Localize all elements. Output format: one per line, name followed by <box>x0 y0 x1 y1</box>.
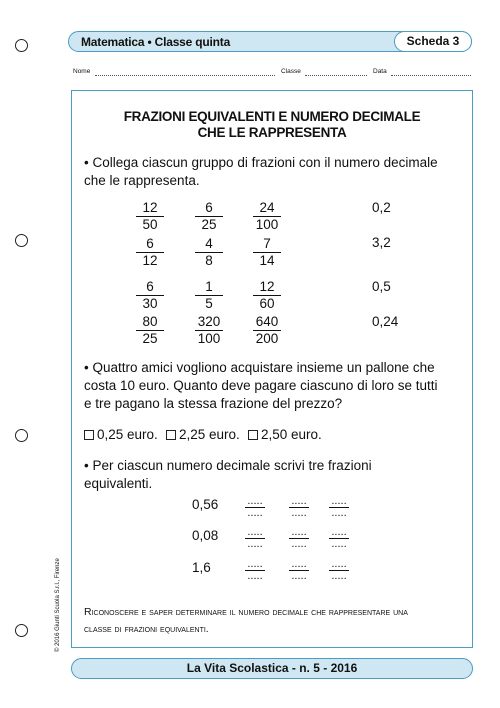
answer-option[interactable]: 2,25 euro. <box>166 427 240 442</box>
fraction: 6 25 <box>192 200 226 233</box>
decimal-target: 3,2 <box>372 235 391 250</box>
classe-label: Classe <box>281 68 301 75</box>
exercise2-line1: • Quattro amici vogliono acquistare insieme un pallone che <box>84 360 435 375</box>
checkbox[interactable] <box>84 430 94 440</box>
student-fields <box>73 68 473 78</box>
fraction: 6 30 <box>133 279 167 312</box>
fraction-blank[interactable]: ..... ..... <box>288 497 310 519</box>
decimal-value: 1,6 <box>192 560 211 575</box>
objective-line1: Riconoscere e saper determinare il numero decimale che rappresentare una <box>84 606 408 618</box>
fraction-blank[interactable]: ..... ..... <box>328 560 350 582</box>
data-label: Data <box>373 68 387 75</box>
decimal-target: 0,5 <box>372 279 391 294</box>
exercise1-line2: che le rappresenta. <box>84 173 200 188</box>
fraction: 6 12 <box>133 236 167 269</box>
checkbox[interactable] <box>248 430 258 440</box>
fraction: 24 100 <box>250 200 284 233</box>
header-bar <box>68 31 472 52</box>
copyright-notice: © 2016 Giunti Scuola S.r.l., Firenze <box>55 558 61 652</box>
worksheet-title-line1: FRAZIONI EQUIVALENTI E NUMERO DECIMALE <box>123 109 421 124</box>
fraction: 640 200 <box>250 314 284 347</box>
fraction-blank[interactable]: ..... ..... <box>288 528 310 550</box>
nome-field[interactable] <box>95 75 275 76</box>
fraction-blank[interactable]: ..... ..... <box>288 560 310 582</box>
objective-line2: classe di frazioni equivalenti. <box>84 623 209 635</box>
binder-hole <box>15 234 28 247</box>
exercise3-line1: • Per ciascun numero decimale scrivi tre frazioni <box>84 458 372 473</box>
worksheet-title-line2: CHE LE RAPPRESENTA <box>197 125 347 140</box>
checkbox[interactable] <box>166 430 176 440</box>
fraction-blank[interactable]: ..... ..... <box>244 497 266 519</box>
exercise2-line3: e tre pagano la stessa frazione del prezzo? <box>84 396 343 411</box>
fraction-blank[interactable]: ..... ..... <box>244 560 266 582</box>
fraction: 4 8 <box>192 236 226 269</box>
exercise1-instruction <box>84 154 464 190</box>
binder-hole <box>15 429 28 442</box>
decimal-value: 0,56 <box>192 497 219 512</box>
data-field[interactable] <box>391 75 471 76</box>
fraction-blank[interactable]: ..... ..... <box>328 497 350 519</box>
fraction: 12 50 <box>133 200 167 233</box>
fraction: 320 100 <box>192 314 226 347</box>
fraction-blank[interactable]: ..... ..... <box>244 528 266 550</box>
nome-label: Nome <box>73 68 91 75</box>
decimal-target: 0,24 <box>372 314 399 329</box>
footer-bar: La Vita Scolastica - n. 5 - 2016 <box>71 658 473 679</box>
fraction: 7 14 <box>250 236 284 269</box>
header-title: Matematica • Classe quinta <box>81 35 231 49</box>
fraction: 12 60 <box>250 279 284 312</box>
binder-hole <box>15 624 28 637</box>
exercise3-line2: equivalenti. <box>84 476 153 491</box>
fraction: 1 5 <box>192 279 226 312</box>
exercise2-line2: costa 10 euro. Quanto deve pagare ciascuno di loro se tutti <box>84 378 438 393</box>
scheda-label: Scheda 3 <box>394 31 472 52</box>
fraction-blank[interactable]: ..... ..... <box>328 528 350 550</box>
fraction: 80 25 <box>133 314 167 347</box>
exercise1-line1: • Collega ciascun gruppo di frazioni con il numero decimale <box>84 155 438 170</box>
binder-hole <box>15 39 28 52</box>
classe-field[interactable] <box>305 75 367 76</box>
decimal-target: 0,2 <box>372 200 391 215</box>
learning-objective <box>84 604 464 638</box>
answer-option[interactable]: 0,25 euro. <box>84 427 158 442</box>
exercise3-text <box>84 457 464 493</box>
decimal-value: 0,08 <box>192 528 219 543</box>
answer-option[interactable]: 2,50 euro. <box>248 427 322 442</box>
exercise2-text <box>84 359 464 413</box>
